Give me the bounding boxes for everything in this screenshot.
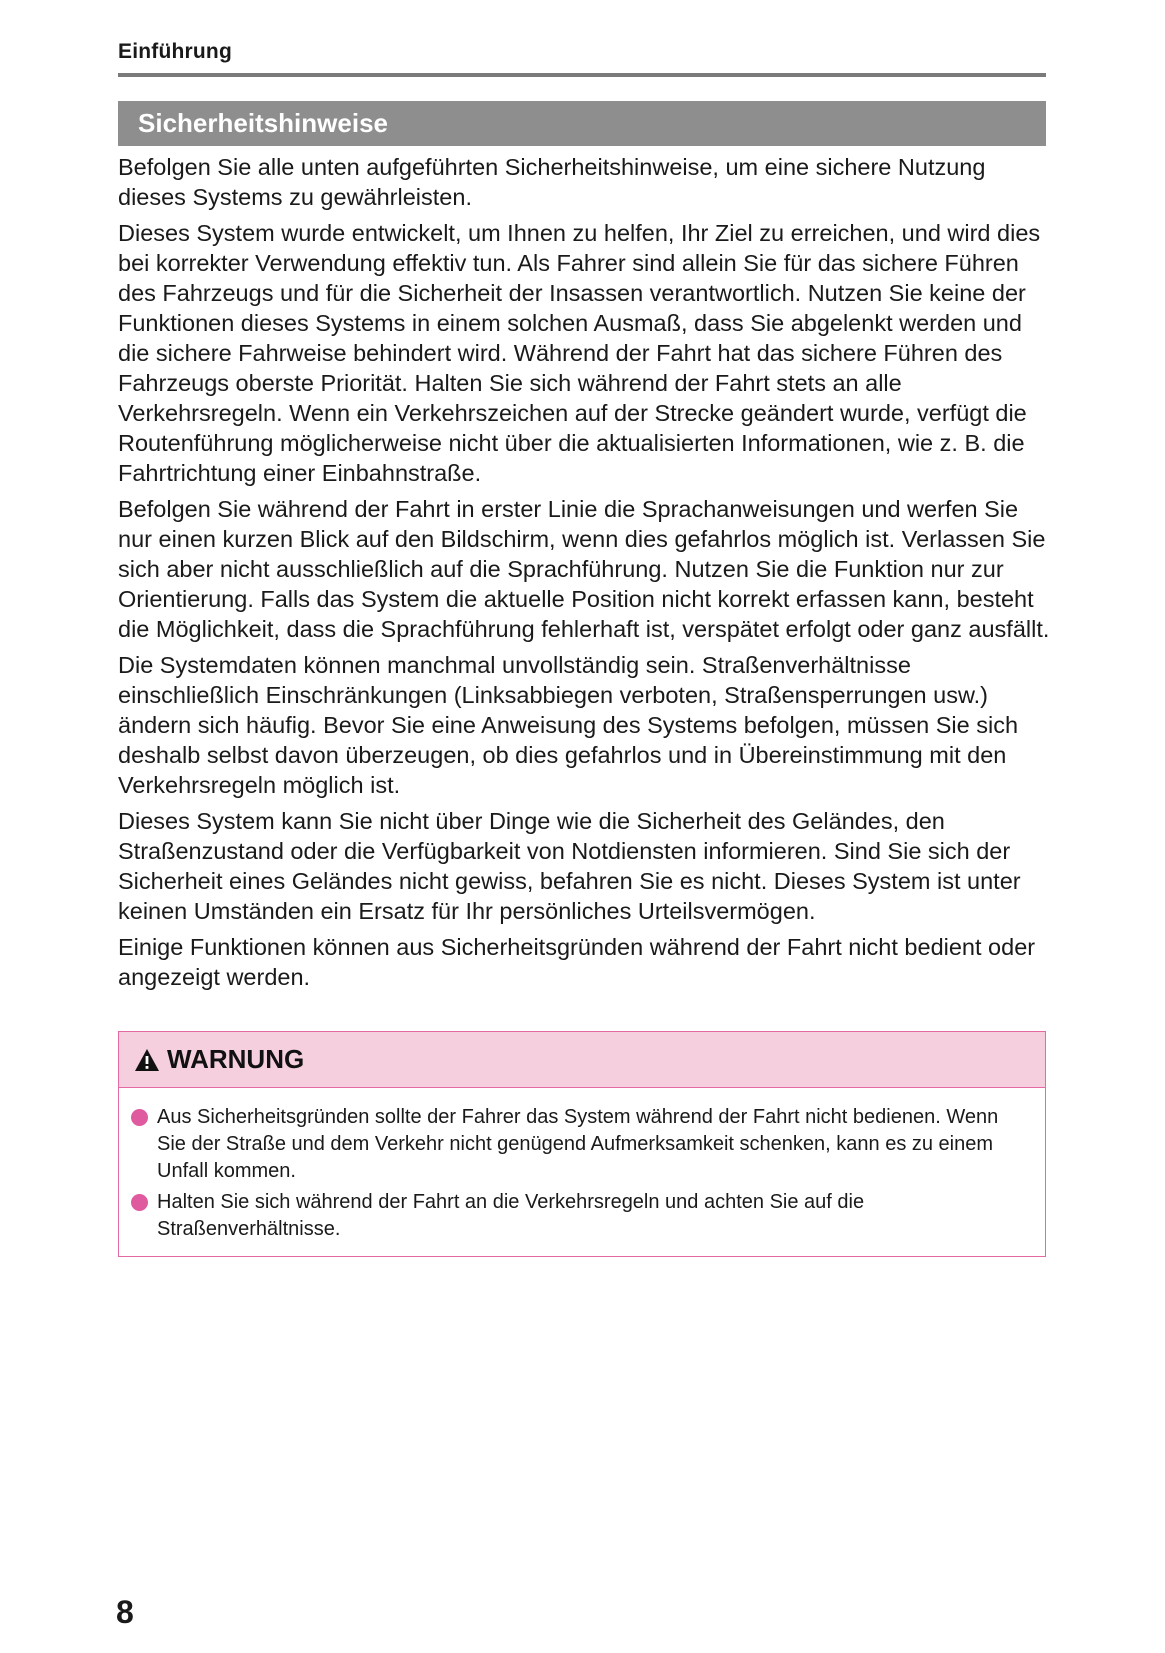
warning-item-text: Aus Sicherheitsgründen sollte der Fahrer das System während der Fahrt nicht bedienen. Wenn Sie der Straße und dem Verkehr nicht genügend Aufmerksamkeit schenken, kann es zu einem Unfall kommen. <box>157 1106 999 1182</box>
running-header: Einführung <box>118 40 232 63</box>
paragraph: Befolgen Sie während der Fahrt in erster Linie die Sprachanweisungen und werfen Sie nur einen kurzen Blick auf den Bildschirm, wenn dies gefahrlos möglich ist. Verlassen Sie sich aber nicht ausschließlich auf die Sprachführung. Nutzen Sie die Funktion nur zur Orientierung. Falls das System die aktuelle Position nicht korrekt erfassen kann, besteht die Möglichkeit, dass die Sprachführung fehlerhaft ist, verspätet erfolgt oder ganz ausfällt. <box>118 496 1050 642</box>
warning-title: WARNUNG <box>167 1044 305 1074</box>
warning-header <box>119 1032 1045 1088</box>
section-heading-bar <box>118 101 1046 146</box>
paragraph: Befolgen Sie alle unten aufgeführten Sicherheitshinweise, um eine sichere Nutzung dieses Systems zu gewährleisten. <box>118 154 986 210</box>
section-body <box>118 152 1058 998</box>
paragraph: Dieses System kann Sie nicht über Dinge wie die Sicherheit des Geländes, den Straßenzustand oder die Verfügbarkeit von Notdiensten informieren. Sind Sie sich der Sicherheit eines Geländes nicht gewiss, befahren Sie es nicht. Dieses System ist unter keinen Umständen ein Ersatz für Ihr persönliches Urteilsvermögen. <box>118 808 1021 924</box>
warning-list <box>119 1088 1045 1243</box>
paragraph: Die Systemdaten können manchmal unvollständig sein. Straßenverhältnisse einschließlich Einschränkungen (Linksabbiegen verboten, Straßensperrungen usw.) ändern sich häufig. Bevor Sie eine Anweisung des Systems befolgen, müssen Sie sich deshalb selbst davon überzeugen, ob dies gefahrlos und in Übereinstimmung mit den Verkehrsregeln möglich ist. <box>118 652 1019 798</box>
warning-triangle-icon <box>133 1047 161 1073</box>
warning-item <box>131 1104 1031 1185</box>
warning-item <box>131 1189 1031 1243</box>
warning-item-text: Halten Sie sich während der Fahrt an die Verkehrsregeln und achten Sie auf die Straßenverhältnisse. <box>157 1191 865 1240</box>
header-rule <box>118 73 1046 77</box>
bullet-dot-icon <box>131 1109 148 1126</box>
paragraph: Dieses System wurde entwickelt, um Ihnen zu helfen, Ihr Ziel zu erreichen, und wird dies bei korrekter Verwendung effektiv tun. Als Fahrer sind allein Sie für das sichere Führen des Fahrzeugs und für die Sicherheit der Insassen verantwortlich. Nutzen Sie keine der Funktionen dieses Systems in einem solchen Ausmaß, dass Sie abgelenkt werden und die sichere Fahrweise behindert wird. Während der Fahrt hat das sichere Führen des Fahrzeugs oberste Priorität. Halten Sie sich während der Fahrt stets an alle Verkehrsregeln. Wenn ein Verkehrszeichen auf der Strecke geändert wurde, verfügt die Routenführung möglicherweise nicht über die aktualisierten Informationen, wie z. B. die Fahrtrichtung einer Einbahnstraße. <box>118 220 1041 486</box>
page-number: 8 <box>116 1594 134 1630</box>
section-title: Sicherheitshinweise <box>138 108 388 138</box>
warning-box <box>118 1031 1046 1257</box>
bullet-dot-icon <box>131 1194 148 1211</box>
paragraph: Einige Funktionen können aus Sicherheitsgründen während der Fahrt nicht bedient oder angezeigt werden. <box>118 934 1036 990</box>
